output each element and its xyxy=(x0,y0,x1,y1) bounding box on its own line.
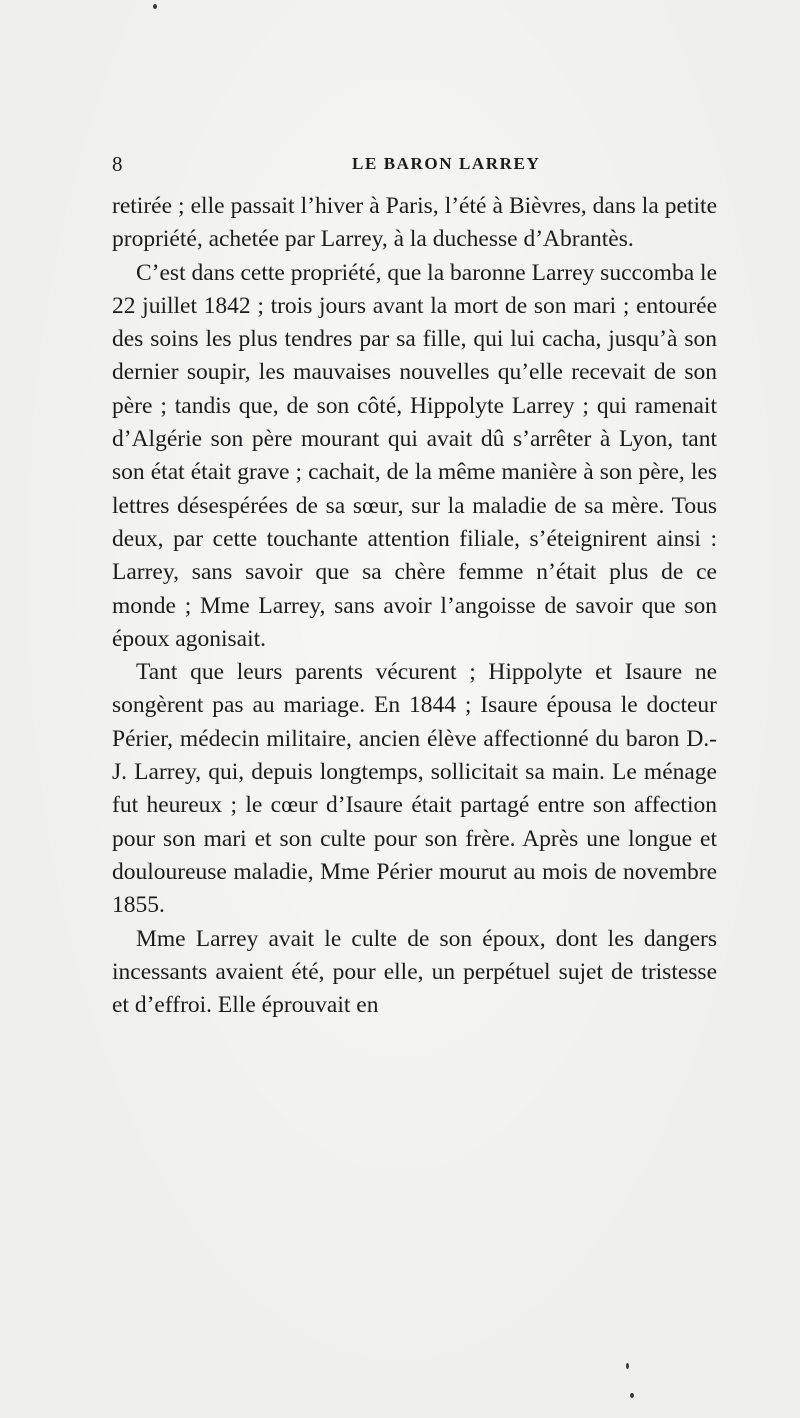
paragraph: retirée ; elle passait l’hiver à Paris, l’été à Bièvres, dans la petite propriété, achetée par Larrey, à la duchesse d’Abrantès. xyxy=(112,193,717,253)
print-speck xyxy=(626,1363,629,1369)
paragraph: Mme Larrey avait le culte de son époux, dont les dangers incessants avaient été, pour elle, un perpétuel sujet de tristesse et d’effroi. Elle éprouvait en xyxy=(112,925,717,1019)
running-title: LE BARON LARREY xyxy=(352,154,541,173)
print-speck xyxy=(630,1393,634,1398)
print-speck xyxy=(153,4,157,9)
page-number: 8 xyxy=(112,152,124,176)
page-header xyxy=(112,152,732,182)
paragraph: Tant que leurs parents vécurent ; Hippolyte et Isaure ne songèrent pas au mariage. En 1844 ; Isaure épousa le docteur Périer, médecin militaire, ancien élève affectionné du baron D.-J. Larrey, qui, depuis longtemps, sollicitait sa main. Le ménage fut heureux ; le cœur d’Isaure était partagé entre son affection pour son mari et son culte pour son frère. Après une longue et douloureuse maladie, Mme Périer mourut au mois de novembre 1855. xyxy=(112,659,717,919)
paragraph: C’est dans cette propriété, que la baronne Larrey succomba le 22 juillet 1842 ; trois jours avant la mort de son mari ; entourée des soins les plus tendres par sa fille, qui lui cacha, jusqu’à son dernier soupir, les mauvaises nouvelles qu’elle recevait de son père ; tandis que, de son côté, Hippolyte Larrey ; qui ramenait d’Algérie son père mourant qui avait dû s’arrêter à Lyon, tant son état était grave ; cachait, de la même manière à son père, les lettres désespérées de sa sœur, sur la maladie de sa mère. Tous deux, par cette touchante attention filiale, s’éteignirent ainsi : Larrey, sans savoir que sa chère femme n’était plus de ce monde ; Mme Larrey, sans avoir l’angoisse de savoir que son époux agonisait. xyxy=(112,259,717,652)
body-text xyxy=(112,190,717,1022)
